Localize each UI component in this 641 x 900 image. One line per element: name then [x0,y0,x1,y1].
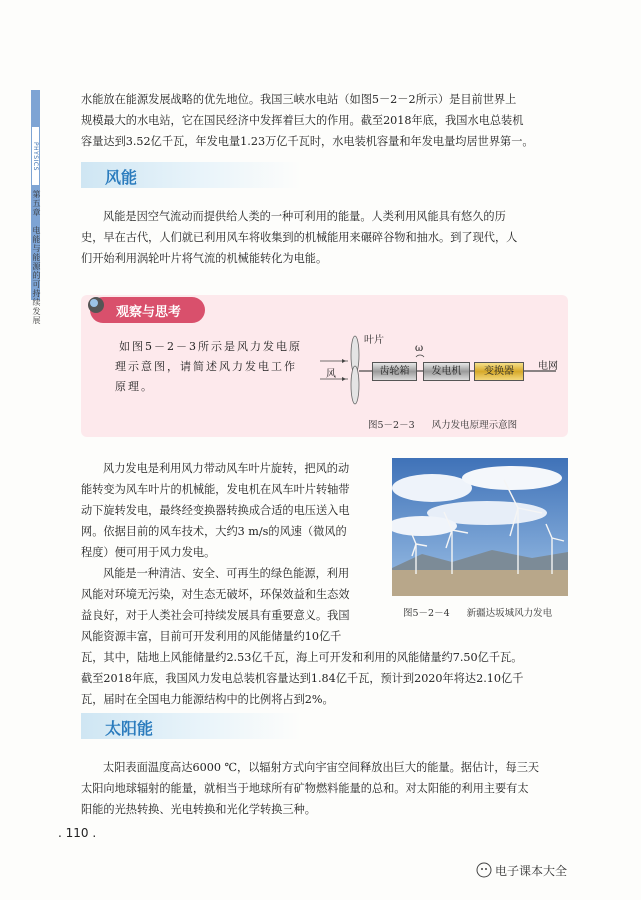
blade-label: 叶片 [364,335,384,346]
wind-paragraph-2 [81,458,386,563]
caption-number: 图5－2－4 [403,608,450,619]
section-heading-wind [81,162,301,188]
text-line: 水能放在能源发展战略的优先地位。我国三峡水电站（如图5－2－2所示）是目前世界上 [81,93,517,106]
text-line: 能转变为风车叶片的机械能，发电机在风车叶片转轴带 [81,483,350,496]
text-line: 规模最大的水电站，它在国民经济中发挥着巨大的作用。截至2018年底，我国水电总装机 [81,114,524,127]
text-line: 益良好，对于人类社会可持续发展具有重要意义。我国 [81,609,350,622]
question-line: 如图5－2－3所示是风力发电原 [119,340,302,353]
caption-text: 风力发电原理示意图 [431,420,518,431]
gearbox-box: 齿轮箱 [372,362,417,381]
section-heading-text: 风能 [105,168,138,187]
grid-label: 电网 [538,361,558,372]
section-heading-solar [81,713,301,739]
text-line: 瓦，届时在全国电力能源结构中的比例将占到2%。 [81,693,334,706]
text-line: 风力发电是利用风力带动风车叶片旋转，把风的动 [103,462,350,475]
text-line: 程度）便可用于风力发电。 [81,546,216,559]
wechat-icon [476,862,492,878]
text-line: 风能对环境无污染，对生态无破坏，环保效益和生态效 [81,588,350,601]
section-heading-text: 太阳能 [105,719,154,738]
omega-label: ω [415,343,424,354]
text-line: 们开始利用涡轮叶片将气流的机械能转化为电能。 [81,252,328,265]
generator-box: 发电机 [423,362,470,381]
text-line: 截至2018年底，我国风力发电总装机容量达到1.84亿千瓦，预计到2020年将达2.10亿千 [81,672,524,685]
figure-caption-5-2-4 [403,605,552,619]
text-line: 风能资源丰富，目前可开发利用的风能储量约10亿千 [81,630,342,643]
chapter-label: 第五章 电能与能源的可持续发展 [32,190,41,325]
watermark-text: 电子课本大全 [495,864,568,878]
wind-label: 风 [326,369,336,380]
text-line: 风能是因空气流动而提供给人类的一种可利用的能量。人类利用风能具有悠久的历 [103,210,506,223]
question-line: 原理。 [115,380,154,393]
wind-paragraph-3-wide [81,647,569,710]
question-line: 理示意图，请简述风力发电工作 [115,360,297,373]
text-line: 风能是一种清洁、安全、可再生的绿色能源，利用 [103,567,350,580]
subject-tag: PHYSICS [31,126,40,186]
observe-think-title: 观察与思考 [116,305,182,320]
text-line: 网。依据目前的风车技术，大约3 m/s的风速（微风的 [81,525,347,538]
magnifier-icon [84,295,108,315]
caption-number: 图5－2－3 [368,420,415,431]
text-line: 太阳表面温度高达6000 ℃，以辐射方式向宇宙空间释放出巨大的能量。据估计，每三天 [103,761,540,774]
text-line: 太阳向地球辐射的能量，就相当于地球所有矿物燃料能量的总和。对太阳能的利用主要有太 [81,782,529,795]
text-line: 瓦，其中，陆地上风能储量约2.53亿千瓦，海上可开发和利用的风能储量约7.50亿千瓦。 [81,651,523,664]
wind-paragraph-3 [81,563,386,647]
observe-question [115,337,320,397]
solar-paragraph [81,757,569,820]
intro-paragraph [81,89,569,152]
text-line: 动下旋转发电，最终经变换器转换成合适的电压送入电 [81,504,350,517]
wind-farm-image [392,458,568,596]
text-line: 阳能的光热转换、光电转换和光化学转换三种。 [81,803,316,816]
caption-text: 新疆达坂城风力发电 [466,608,553,619]
page-number: . 110 . [58,826,97,840]
text-line: 容量达到3.52亿千瓦，年发电量1.23万亿千瓦时，水电装机容量和年发电量均居世界第一。 [81,135,534,148]
figure-caption-5-2-3 [368,417,517,431]
wind-farm-photo [392,458,568,596]
wind-power-diagram [320,335,560,435]
inverter-box: 变换器 [474,362,524,381]
wind-paragraph-1 [81,206,569,269]
text-line: 史，早在古代，人们就已利用风车将收集到的机械能用来碾碎谷物和抽水。到了现代，人 [81,231,518,244]
